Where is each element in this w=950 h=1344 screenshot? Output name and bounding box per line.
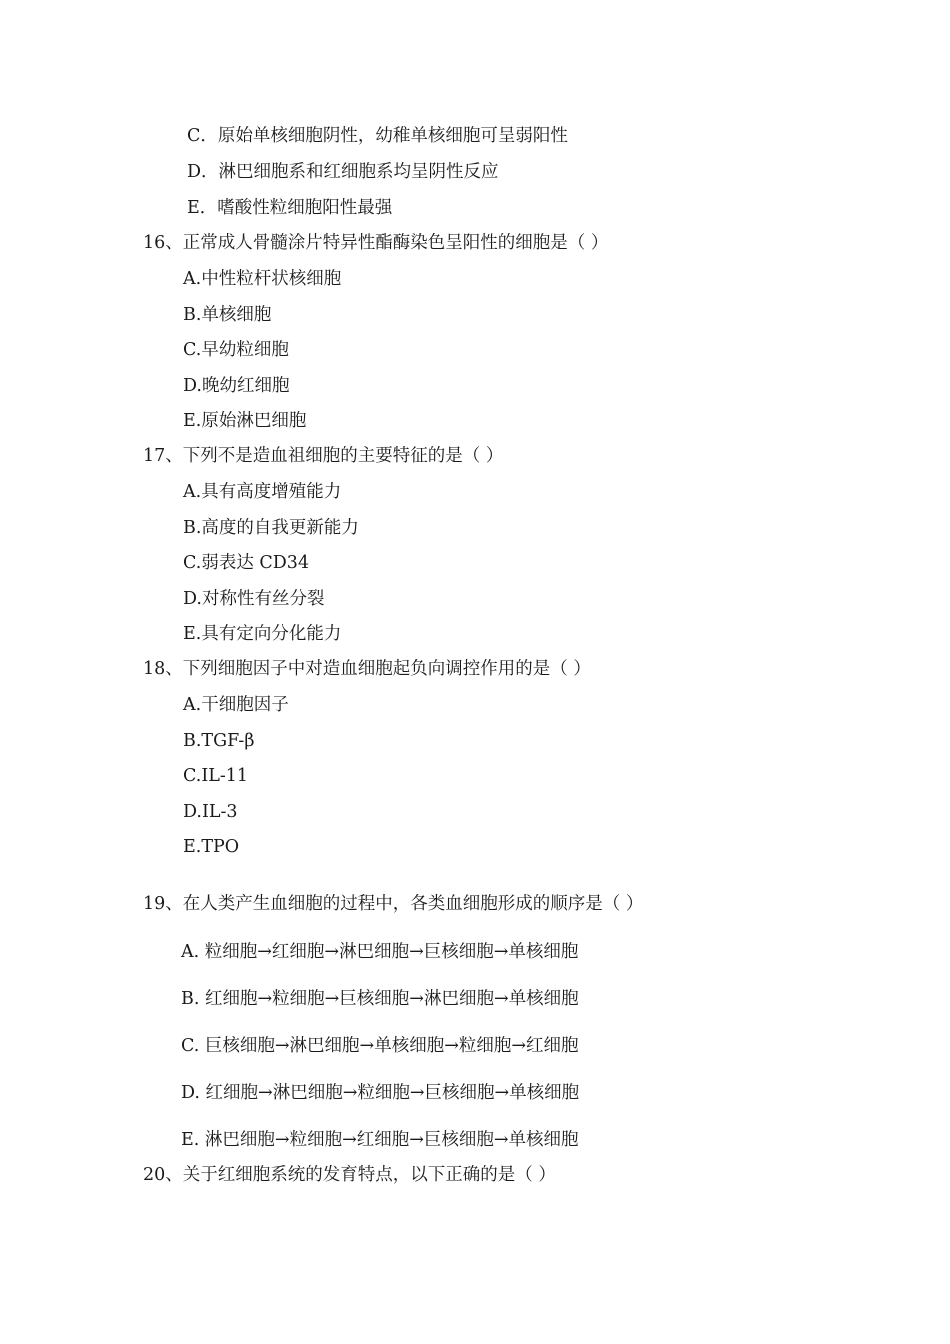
option-17-a: A.具有高度增殖能力: [183, 482, 342, 502]
option-16-e: E.原始淋巴细胞: [183, 411, 307, 431]
option-16-d: D.晚幼红细胞: [183, 376, 290, 396]
option-19-a: A. 粒细胞→红细胞→淋巴细胞→巨核细胞→单核细胞: [181, 942, 579, 962]
option-18-b: B.TGF-β: [183, 731, 255, 751]
option-15-c: C．原始单核细胞阴性，幼稚单核细胞可呈弱阳性: [187, 126, 568, 146]
option-17-b: B.高度的自我更新能力: [183, 518, 359, 538]
option-18-a: A.干细胞因子: [183, 695, 289, 715]
question-20-stem: 20、关于红细胞系统的发育特点，以下正确的是（ ）: [143, 1165, 556, 1185]
option-19-e: E. 淋巴细胞→粒细胞→红细胞→巨核细胞→单核细胞: [181, 1130, 579, 1150]
option-16-b: B.单核细胞: [183, 305, 272, 325]
option-15-e: E．嗜酸性粒细胞阳性最强: [187, 198, 393, 218]
option-17-e: E.具有定向分化能力: [183, 624, 342, 644]
option-15-d: D．淋巴细胞系和红细胞系均呈阴性反应: [187, 162, 499, 182]
question-16-stem: 16、正常成人骨髓涂片特异性酯酶染色呈阳性的细胞是（ ）: [143, 233, 609, 253]
option-18-e: E.TPO: [183, 837, 240, 857]
option-18-c: C.IL-11: [183, 766, 249, 786]
option-18-d: D.IL-3: [183, 802, 238, 822]
question-18-stem: 18、下列细胞因子中对造血细胞起负向调控作用的是（ ）: [143, 659, 591, 679]
option-19-c: C. 巨核细胞→淋巴细胞→单核细胞→粒细胞→红细胞: [181, 1036, 579, 1056]
option-16-c: C.早幼粒细胞: [183, 340, 289, 360]
option-17-d: D.对称性有丝分裂: [183, 589, 325, 609]
option-19-d: D. 红细胞→淋巴细胞→粒细胞→巨核细胞→单核细胞: [181, 1083, 580, 1103]
option-16-a: A.中性粒杆状核细胞: [183, 269, 342, 289]
question-17-stem: 17、下列不是造血祖细胞的主要特征的是（ ）: [143, 446, 504, 466]
option-19-b: B. 红细胞→粒细胞→巨核细胞→淋巴细胞→单核细胞: [181, 989, 579, 1009]
question-19-stem: 19、在人类产生血细胞的过程中，各类血细胞形成的顺序是（ ）: [143, 894, 644, 914]
option-17-c: C.弱表达 CD34: [183, 553, 310, 573]
